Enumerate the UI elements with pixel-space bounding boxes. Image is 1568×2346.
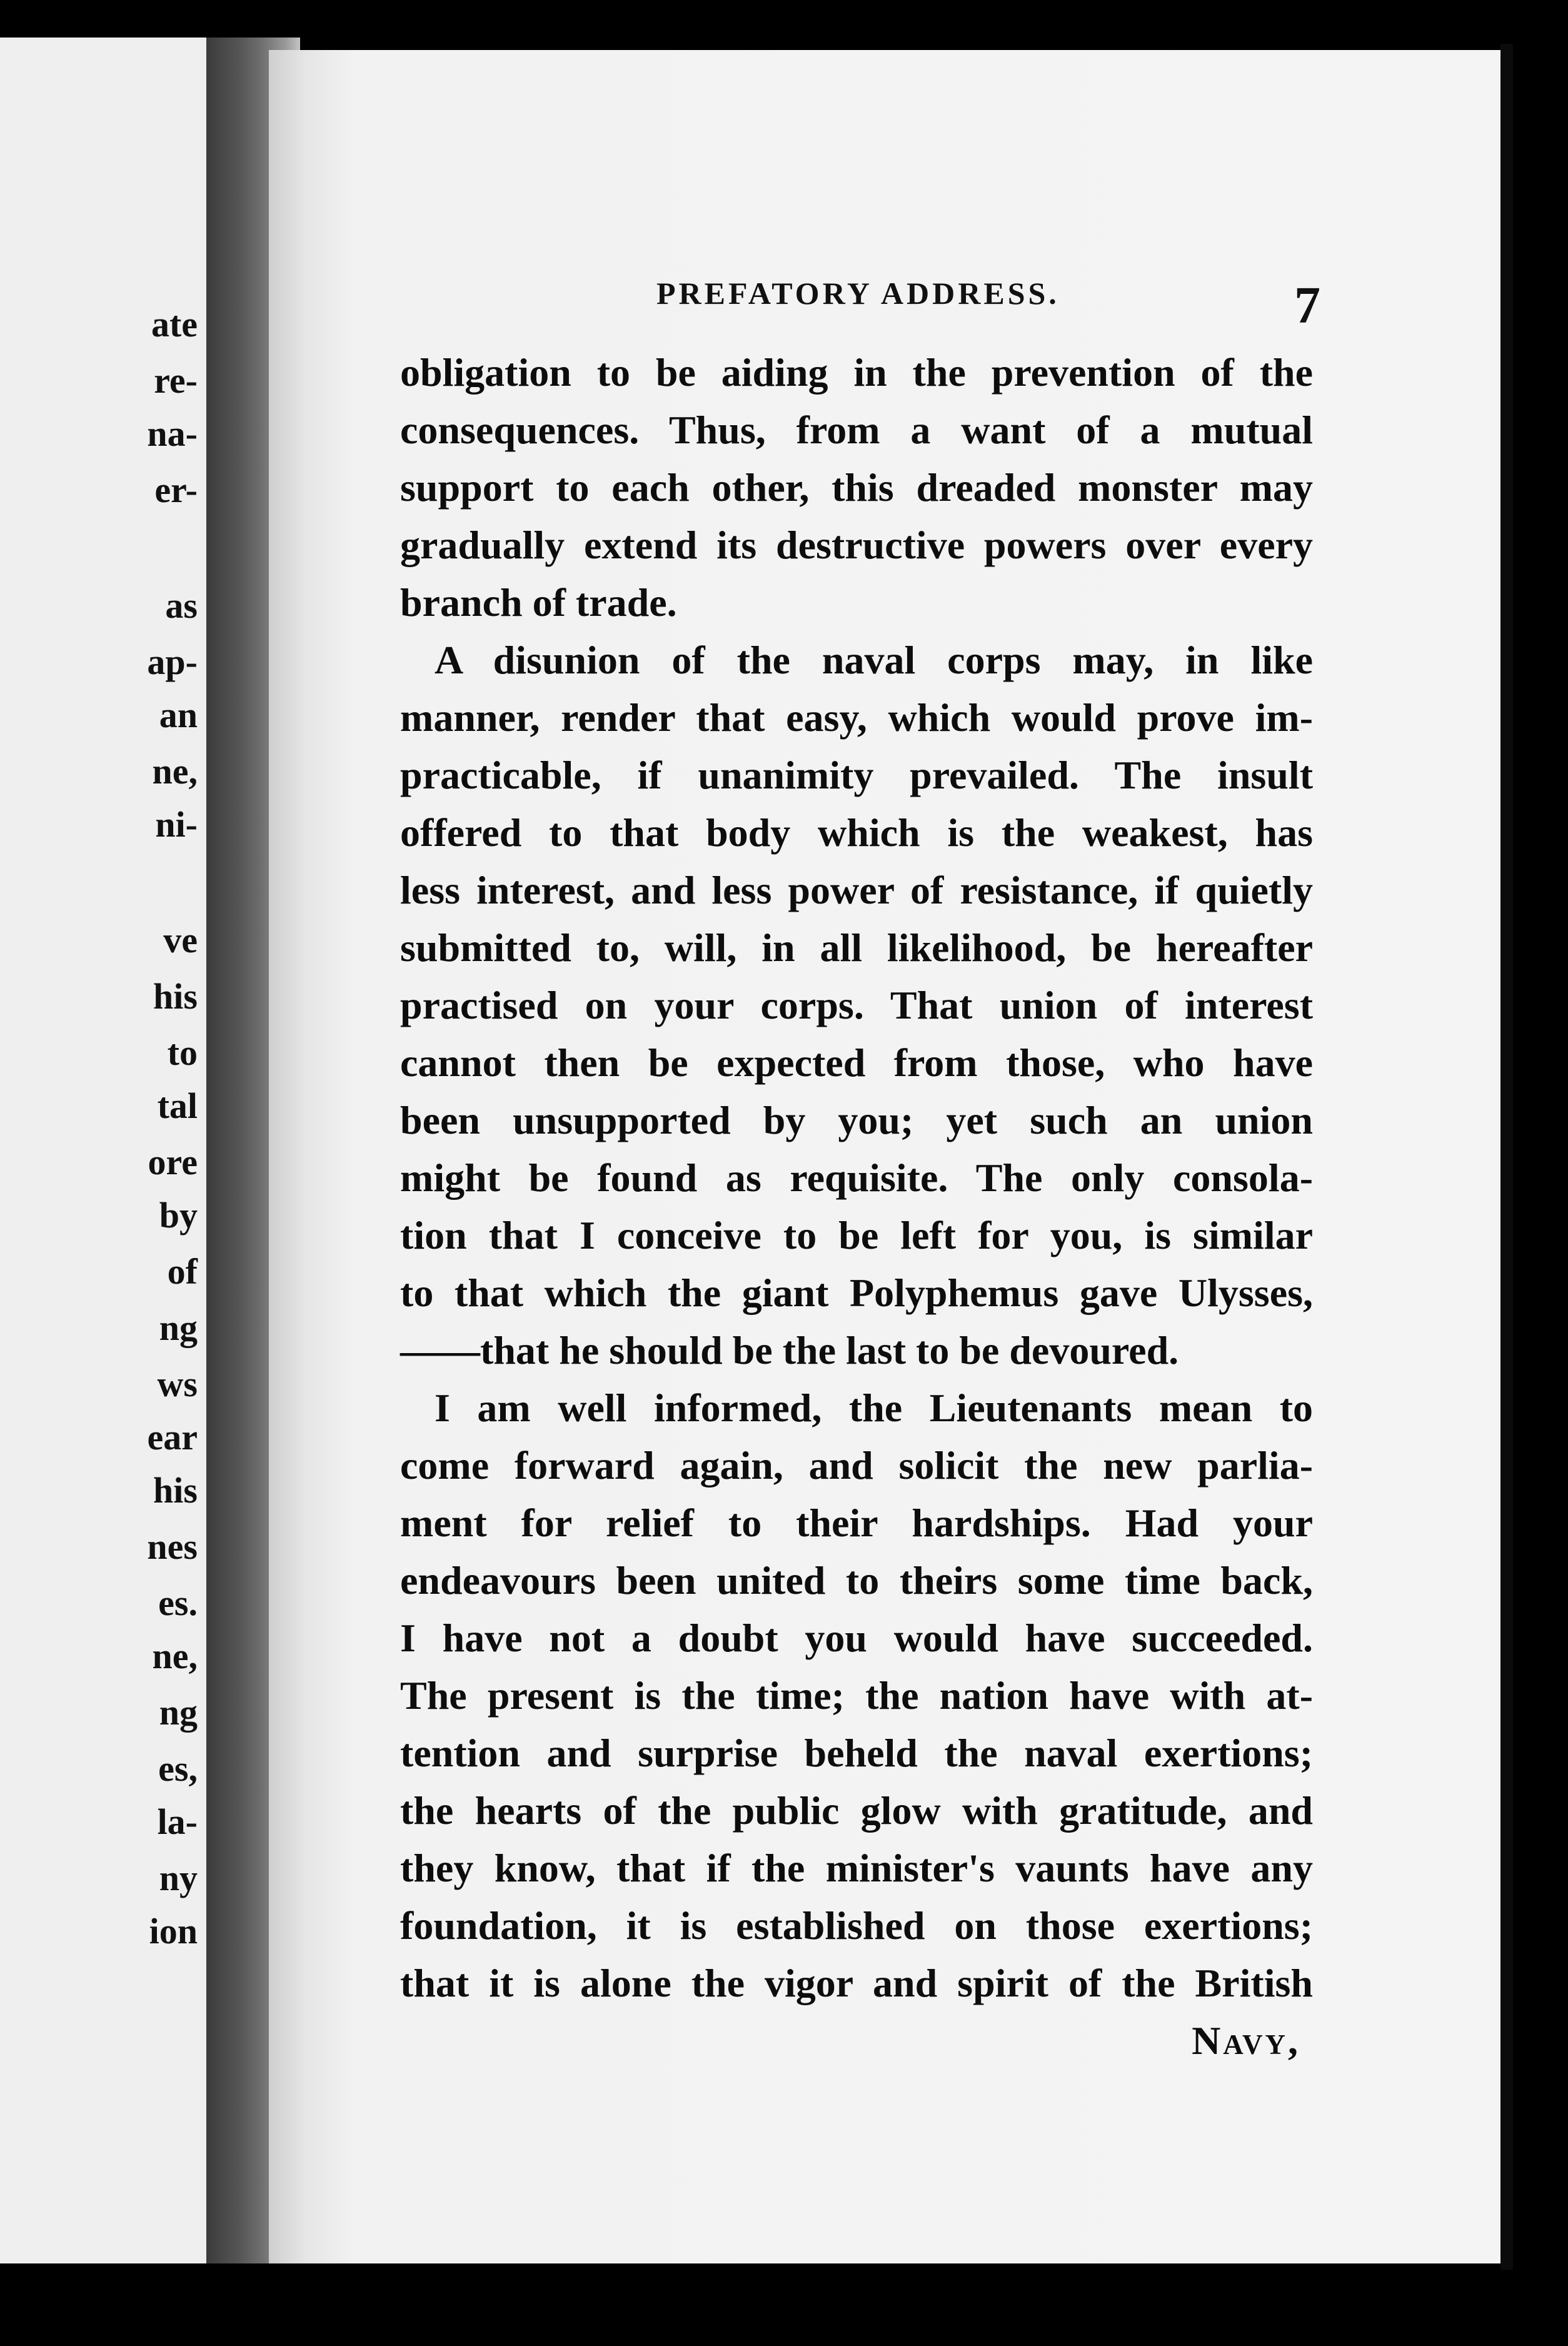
- text-line: endeavours been united to theirs some time back,: [400, 1558, 1313, 1603]
- left-page-text-edge: [0, 38, 206, 2263]
- text-line: they know, that if the minister's vaunts have any: [400, 1846, 1313, 1890]
- left-page-word-fragment: ng: [159, 1307, 198, 1348]
- left-page-word-fragment: ear: [147, 1417, 198, 1457]
- text-line: the hearts of the public glow with gratitude, and: [400, 1788, 1313, 1833]
- body-text: [400, 344, 1313, 2070]
- left-page-word-fragment: his: [153, 976, 198, 1017]
- left-page-word-fragment: an: [159, 695, 198, 735]
- text-line: cannot then be expected from those, who have: [400, 1040, 1313, 1085]
- text-line: that it is alone the vigor and spirit of the British: [400, 1961, 1313, 2005]
- text-line: been unsupported by you; yet such an union: [400, 1098, 1313, 1142]
- scan-frame-edge: [1500, 44, 1513, 2270]
- left-page-word-fragment: es.: [158, 1583, 198, 1623]
- left-page-word-fragment: of: [167, 1251, 198, 1292]
- text-line: ment for relief to their hardships. Had your: [400, 1501, 1313, 1545]
- text-line: ——that he should be the last to be devoured.: [400, 1328, 1179, 1372]
- text-line: might be found as requisite. The only consola-: [400, 1155, 1313, 1200]
- left-page-word-fragment: his: [153, 1470, 198, 1511]
- left-page-fragment: [0, 38, 206, 2263]
- left-page-word-fragment: ve: [163, 920, 198, 960]
- text-line: practised on your corps. That union of interest: [400, 983, 1313, 1027]
- text-line: gradually extend its destructive powers over every: [400, 523, 1313, 567]
- left-page-word-fragment: ny: [159, 1858, 198, 1898]
- text-line: practicable, if unanimity prevailed. The insult: [400, 753, 1313, 797]
- left-page-word-fragment: ws: [157, 1364, 198, 1404]
- left-page-word-fragment: re-: [154, 360, 198, 401]
- left-page-word-fragment: ne,: [152, 751, 198, 792]
- text-line: manner, render that easy, which would prove im-: [400, 695, 1313, 740]
- text-line: come forward again, and solicit the new parlia-: [400, 1443, 1313, 1488]
- text-line: A disunion of the naval corps may, in like: [435, 638, 1313, 682]
- left-page-word-fragment: as: [165, 585, 198, 626]
- left-page-word-fragment: ng: [159, 1692, 198, 1733]
- left-page-word-fragment: na-: [147, 413, 198, 454]
- text-line: submitted to, will, in all likelihood, be hereafter: [400, 925, 1313, 970]
- text-line: consequences. Thus, from a want of a mutual: [400, 408, 1313, 452]
- left-page-word-fragment: la-: [157, 1801, 198, 1842]
- text-line: support to each other, this dreaded monster may: [400, 465, 1313, 510]
- left-page-word-fragment: by: [159, 1195, 198, 1236]
- text-line: foundation, it is established on those exertions;: [400, 1903, 1313, 1948]
- text-line: less interest, and less power of resistance, if quietly: [400, 868, 1313, 912]
- running-head: PREFATORY ADDRESS.: [656, 276, 1060, 311]
- catchword: Navy,: [1192, 2018, 1300, 2063]
- text-line: branch of trade.: [400, 580, 677, 625]
- left-page-word-fragment: es,: [158, 1748, 198, 1789]
- left-page-word-fragment: ion: [149, 1911, 198, 1951]
- left-page-word-fragment: nes: [147, 1526, 198, 1567]
- left-page-word-fragment: ap-: [147, 642, 198, 682]
- left-page-word-fragment: ni-: [155, 804, 198, 845]
- text-line: offered to that body which is the weakest, has: [400, 810, 1313, 855]
- text-line: to that which the giant Polyphemus gave Ulysses,: [400, 1271, 1313, 1315]
- left-page-word-fragment: ate: [151, 304, 198, 345]
- text-line: I have not a doubt you would have succeeded.: [400, 1616, 1313, 1660]
- text-line: tion that I conceive to be left for you, is similar: [400, 1213, 1313, 1257]
- left-page-word-fragment: ore: [148, 1142, 198, 1182]
- text-line: The present is the time; the nation have with at-: [400, 1673, 1313, 1718]
- text-line: I am well informed, the Lieutenants mean to: [435, 1386, 1313, 1430]
- left-page-word-fragment: to: [167, 1032, 198, 1073]
- left-page-word-fragment: tal: [157, 1085, 198, 1126]
- page-number: 7: [1294, 276, 1320, 335]
- text-line: tention and surprise beheld the naval exertions;: [400, 1731, 1313, 1775]
- text-line: obligation to be aiding in the prevention of the: [400, 350, 1313, 395]
- left-page-word-fragment: ne,: [152, 1636, 198, 1676]
- left-page-word-fragment: er-: [154, 470, 198, 510]
